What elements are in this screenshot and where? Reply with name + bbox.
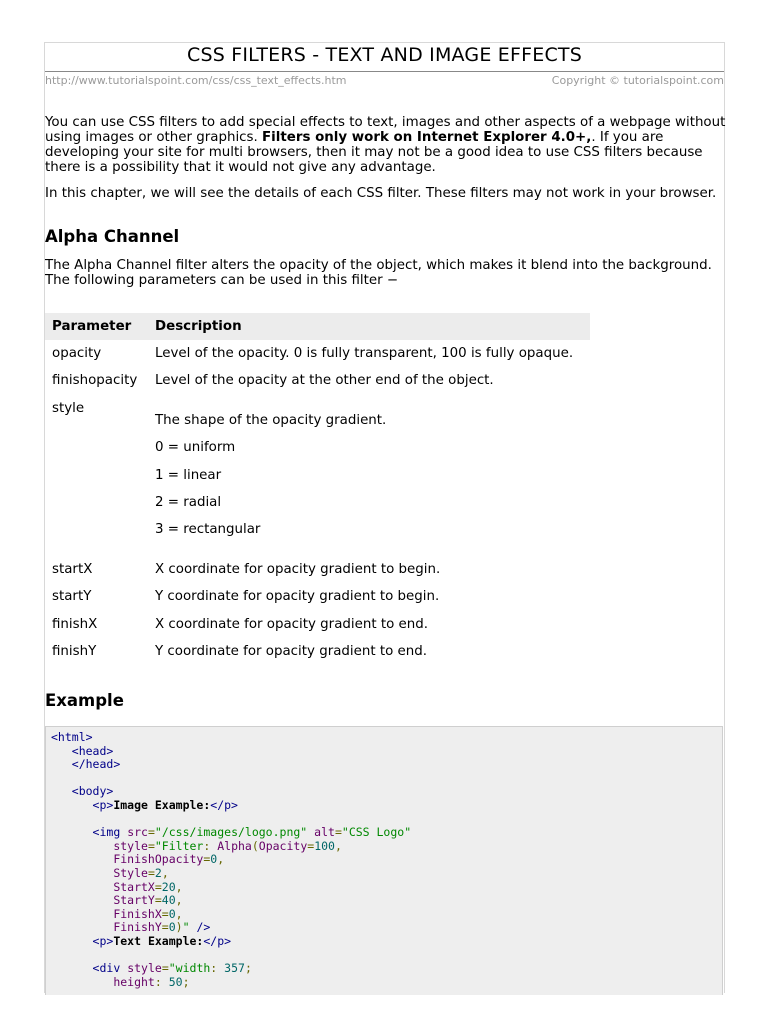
code-token: style [127, 961, 162, 976]
code-token: FinishY [113, 920, 162, 935]
table-row [45, 367, 590, 394]
param-cell: startX [52, 561, 93, 577]
code-token: "CSS Logo" [341, 825, 412, 840]
style-option: 0 = uniform [155, 440, 236, 456]
param-cell: style [52, 400, 85, 416]
code-token: <img [92, 825, 121, 840]
parameter-table [45, 313, 590, 665]
code-token: 20 [161, 879, 176, 894]
document-page [44, 42, 725, 993]
param-cell: finishX [52, 616, 98, 632]
table-row [45, 611, 590, 638]
code-token: 2 [154, 865, 162, 880]
code-token: <head> [71, 743, 114, 758]
copyright-notice: Copyright © tutorialspoint.com [551, 74, 724, 87]
desc-cell: X coordinate for opacity gradient to end. [155, 616, 429, 632]
column-header-description: Description [148, 313, 590, 340]
param-cell: startY [52, 589, 92, 605]
code-token: /> [196, 920, 211, 935]
desc-cell: Y coordinate for opacity gradient to end. [155, 644, 428, 660]
code-token: alt [314, 825, 335, 840]
code-token: Alpha [217, 838, 252, 853]
code-token: style [113, 838, 148, 853]
param-cell: finishY [52, 644, 97, 660]
code-token: "/css/images/logo.png" [154, 825, 308, 840]
desc-cell [148, 395, 590, 556]
code-token: Image Example: [113, 797, 211, 812]
column-header-parameter: Parameter [45, 313, 148, 340]
param-cell: opacity [52, 346, 102, 361]
code-token: </head> [71, 757, 121, 772]
code-token: <body> [71, 784, 114, 799]
desc-cell: Level of the opacity. 0 is fully transparent, 100 is fully opaque. [155, 346, 574, 361]
alpha-channel-heading: Alpha Channel [45, 227, 180, 246]
table-row [45, 340, 590, 367]
code-token: 0 [168, 920, 176, 935]
alpha-description: The Alpha Channel filter alters the opacity of the object, which makes it blend into the background. The following parameters can be used in this filter − [45, 258, 712, 288]
code-token: <p> [92, 797, 114, 812]
intro-text-start: You can use CSS filters to add special effects to text, images and other aspects of a webpage without using images or other graphics. [45, 115, 726, 145]
table-row [45, 583, 590, 610]
code-token: height [113, 974, 155, 989]
table-row [45, 556, 590, 583]
code-token: <p> [92, 933, 114, 948]
code-token: <div [92, 961, 121, 976]
table-row [45, 638, 590, 665]
code-token: FinishX [113, 906, 162, 921]
style-option: 1 = linear [155, 467, 222, 483]
table-row [45, 395, 590, 556]
code-token: Text Example: [113, 933, 204, 948]
desc-cell: X coordinate for opacity gradient to begin. [155, 561, 441, 577]
code-token: StartX [113, 879, 155, 894]
desc-cell: Level of the opacity at the other end of the object. [155, 373, 494, 389]
chapter-paragraph: In this chapter, we will see the details of each CSS filter. These filters may not work in your browser. [45, 186, 717, 201]
code-token: 40 [161, 893, 176, 908]
intro-bold-note: Filters only work on Internet Explorer 4.0+, [262, 130, 592, 145]
intro-paragraph [45, 115, 735, 175]
page-title: CSS FILTERS - TEXT AND IMAGE EFFECTS [187, 44, 582, 66]
code-token: </p> [210, 797, 238, 812]
code-token: </p> [203, 933, 232, 948]
code-token: FinishOpacity [113, 852, 204, 867]
style-option: 2 = radial [155, 495, 222, 511]
code-block[interactable]: <html> <head> </head> <body> <p>Image Example:</p> <img src="/css/images/logo.png" alt="CSS Logo" style="Filter: Alpha(Opacity=100, FinishOpacity=0, Style=2, StartX=20, StartY=40, FinishX=0, FinishY=0)" /> <p>Text Example:</p> <div style="width: 357; height: 50; [45, 726, 723, 995]
code-token: "Filter [154, 838, 204, 853]
style-option: 3 = rectangular [155, 522, 261, 538]
desc-cell: Y coordinate for opacity gradient to begin. [155, 589, 440, 605]
code-token: "width [168, 961, 211, 976]
code-token: Opacity [258, 838, 308, 853]
code-token: src [127, 825, 148, 840]
intro-text-end: . If you are developing your site for multi browsers, then it may not be a good idea to use CSS filters because there is a possibility that it would not give any advantage. [45, 130, 703, 175]
code-token: 0 [168, 906, 176, 921]
param-cell: finishopacity [52, 373, 138, 389]
code-token: 0 [210, 852, 218, 867]
code-token: StartY [113, 893, 155, 908]
code-token: 50 [168, 974, 183, 989]
example-heading: Example [45, 691, 124, 710]
code-token: 100 [314, 838, 335, 853]
source-url[interactable]: http://www.tutorialspoint.com/css/css_text_effects.htm [45, 74, 347, 87]
style-desc-main: The shape of the opacity gradient. [155, 412, 387, 428]
code-token: 357 [224, 961, 245, 976]
code-token: Style [113, 865, 148, 880]
code-token: <html> [51, 730, 93, 744]
title-divider [45, 71, 724, 72]
